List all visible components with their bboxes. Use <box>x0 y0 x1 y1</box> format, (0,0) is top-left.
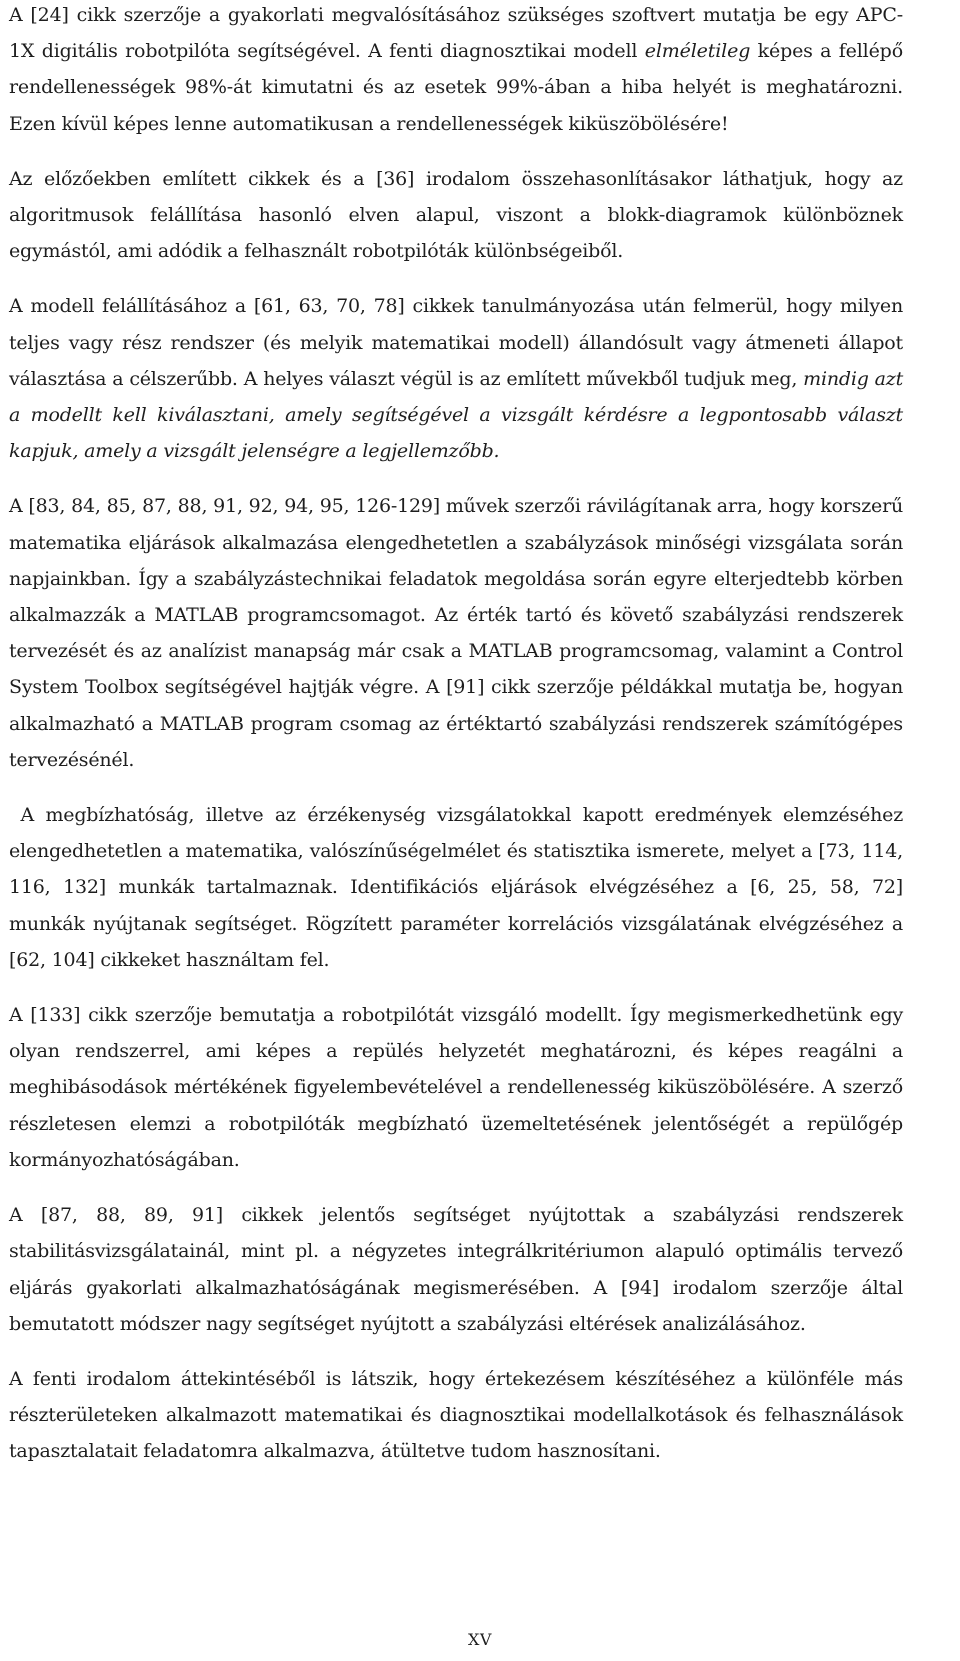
document-page <box>9 0 909 1470</box>
paragraph-4: A [83, 84, 85, 87, 88, 91, 92, 94, 95, 126-129] művek szerzői rávilágítanak arra, hogy korszerű matematika eljárások alkalmazása elengedhetetlen a szabályzások minőségi vizsgálata során napjainkban. Így a szabályzástechnikai feladatok megoldása során egyre elterjedtebb körben alkalmazzák a MATLAB programcsomagot. Az érték tartó és követő szabályzási rendszerek tervezését és az analízist manapság már csak a MATLAB programcsomag, valamint a Control System Toolbox segítségével hajtják végre. A [91] cikk szerzője példákkal mutatja be, hogyan alkalmazható a MATLAB program csomag az értéktartó szabályzási rendszerek számítógépes tervezésénél. <box>9 495 903 771</box>
paragraph-8: A fenti irodalom áttekintéséből is látszik, hogy értekezésem készítéséhez a különféle más részterületeken alkalmazott matematikai és diagnosztikai modellalkotások és felhasználások tapasztalatait feladatomra alkalmazva, átültetve tudom hasznosítani. <box>9 1367 903 1463</box>
paragraph-7: A [87, 88, 89, 91] cikkek jelentős segítséget nyújtottak a szabályzási rendszerek stabilitásvizsgálatainál, mint pl. a négyzetes integrálkritériumon alapuló optimális tervező eljárás gyakorlati alkalmazhatóságának megismerésében. A [94] irodalom szerzője által bemutatott módszer nagy segítséget nyújtott a szabályzási eltérések analizálásához. <box>9 1204 903 1335</box>
paragraph-3-emphasis: mindig azt a modellt kell kiválasztani, amely segítségével a vizsgált kérdésre a legpontosabb választ kapjuk, amely a vizsgált jelenségre a legjellemzőbb. <box>9 367 904 463</box>
paragraph-1 <box>9 0 903 142</box>
paragraph-6: A [133] cikk szerzője bemutatja a robotpilótát vizsgáló modellt. Így megismerkedhetünk egy olyan rendszerrel, ami képes a repülés helyzetét meghatározni, és képes reagálni a meghibásodások mértékének figyelembevételével a rendellenesség kiküszöbölésére. A szerző részletesen elemzi a robotpilóták megbízható üzemeltetésének jelentőségét a repülőgép kormányozhatóságában. <box>9 1004 903 1171</box>
paragraph-1-text-a: A [24] cikk szerzője a gyakorlati megvalósításához szükséges szoftvert mutatja be egy APC-1X digitális robotpilóta segítségével. A fenti diagnosztikai modell <box>9 4 903 63</box>
paragraph-1-emphasis: elméletileg <box>644 40 751 63</box>
paragraph-3 <box>9 288 903 469</box>
paragraph-3-text-a: A modell felállításához a [61, 63, 70, 78] cikkek tanulmányozása után felmerül, hogy milyen teljes vagy rész rendszer (és melyik matematikai modell) állandósult vagy átmeneti állapot választása a célszerűbb. A helyes választ végül is az említett művekből tudjuk meg, <box>9 295 903 390</box>
paragraph-2: Az előzőekben említett cikkek és a [36] irodalom összehasonlításakor láthatjuk, hogy az algoritmusok felállítása hasonló elven alapul, viszont a blokk-diagramok különböznek egymástól, ami adódik a felhasznált robotpilóták különbségeiből. <box>9 167 903 263</box>
page-number: XV <box>468 1630 492 1649</box>
paragraph-5: A megbízhatóság, illetve az érzékenység vizsgálatokkal kapott eredmények elemzéséhez elengedhetetlen a matematika, valószínűségelmélet és statisztika ismerete, melyet a [73, 114, 116, 132] munkák tartalmaznak. Identifikációs eljárások elvégzéséhez a [6, 25, 58, 72] munkák nyújtanak segítséget. Rögzített paraméter korrelációs vizsgálatának elvégzéséhez a [62, 104] cikkeket használtam fel. <box>9 804 909 971</box>
paragraph-1-text-c: képes a fellépő rendellenességek 98%-át kimutatni és az esetek 99%-ában a hiba helyét is meghatározni. Ezen kívül képes lenne automatikusan a rendellenességek kiküszöbölésére! <box>9 40 903 135</box>
